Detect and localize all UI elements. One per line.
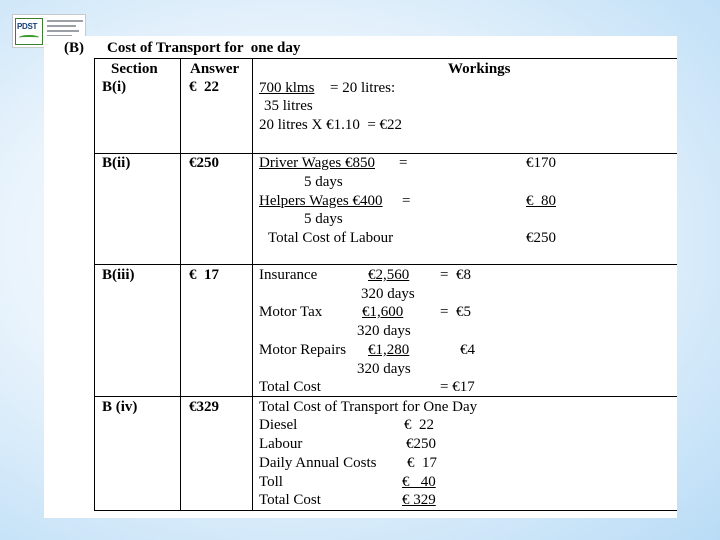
column-header-answer: Answer (190, 61, 240, 77)
list-item-label: Daily Annual Costs (259, 455, 377, 471)
working-value: = €8 (440, 267, 471, 283)
working-value: € 80 (526, 193, 556, 209)
working-line: €1,600 (362, 304, 404, 320)
list-item-label: Labour (259, 436, 303, 452)
list-item-label: Diesel (259, 417, 298, 433)
working-line: = (402, 193, 411, 209)
working-value: = €17 (440, 379, 475, 395)
working-line: Total Cost (259, 379, 321, 395)
working-line: = (399, 155, 408, 171)
working-value: €4 (460, 342, 475, 358)
column-header-section: Section (111, 61, 158, 77)
row-answer: € 17 (189, 267, 219, 283)
working-line: 320 days (357, 361, 411, 377)
list-item-value: € 329 (402, 492, 436, 508)
row-section: B(iii) (102, 267, 135, 283)
list-item-label: Toll (259, 474, 283, 490)
logo-mark (15, 18, 43, 45)
working-line: 5 days (304, 211, 343, 227)
working-line: Total Cost of Transport for One Day (259, 399, 478, 415)
row-answer: €329 (189, 399, 219, 415)
working-line: 20 litres X €1.10 = €22 (259, 117, 403, 133)
working-value: €250 (526, 230, 556, 246)
row-answer: € 22 (189, 79, 219, 95)
working-line: Total Cost of Labour (268, 230, 394, 246)
list-item-value: €250 (406, 436, 436, 452)
working-line: Insurance (259, 267, 318, 283)
row-section: B(i) (102, 79, 127, 95)
page-title: Cost of Transport for one day (107, 40, 301, 56)
working-line: 700 klms (259, 80, 315, 96)
working-line: 5 days (304, 174, 343, 190)
working-line: 320 days (357, 323, 411, 339)
row-section: B (iv) (102, 399, 138, 415)
working-line: Motor Tax (259, 304, 323, 320)
working-line: = 20 litres: (330, 80, 396, 96)
working-line: €2,560 (368, 267, 410, 283)
list-item-value: € 22 (404, 417, 434, 433)
row-answer: €250 (189, 155, 219, 171)
working-line: Motor Repairs (259, 342, 347, 358)
working-line: 320 days (361, 286, 415, 302)
logo-text: PDST (17, 22, 38, 31)
working-line: €1,280 (368, 342, 410, 358)
column-header-workings: Workings (448, 61, 511, 77)
working-line: 35 litres (264, 98, 313, 114)
list-item-value: € 40 (402, 474, 436, 490)
list-item-label: Total Cost (259, 492, 321, 508)
working-value: €170 (526, 155, 556, 171)
worksheet (44, 36, 677, 518)
section-label: (B) (64, 40, 84, 56)
working-line: Driver Wages €850 (259, 155, 375, 171)
list-item-value: € 17 (407, 455, 437, 471)
row-section: B(ii) (102, 155, 131, 171)
working-value: = €5 (440, 304, 471, 320)
working-line: Helpers Wages €400 (259, 193, 383, 209)
